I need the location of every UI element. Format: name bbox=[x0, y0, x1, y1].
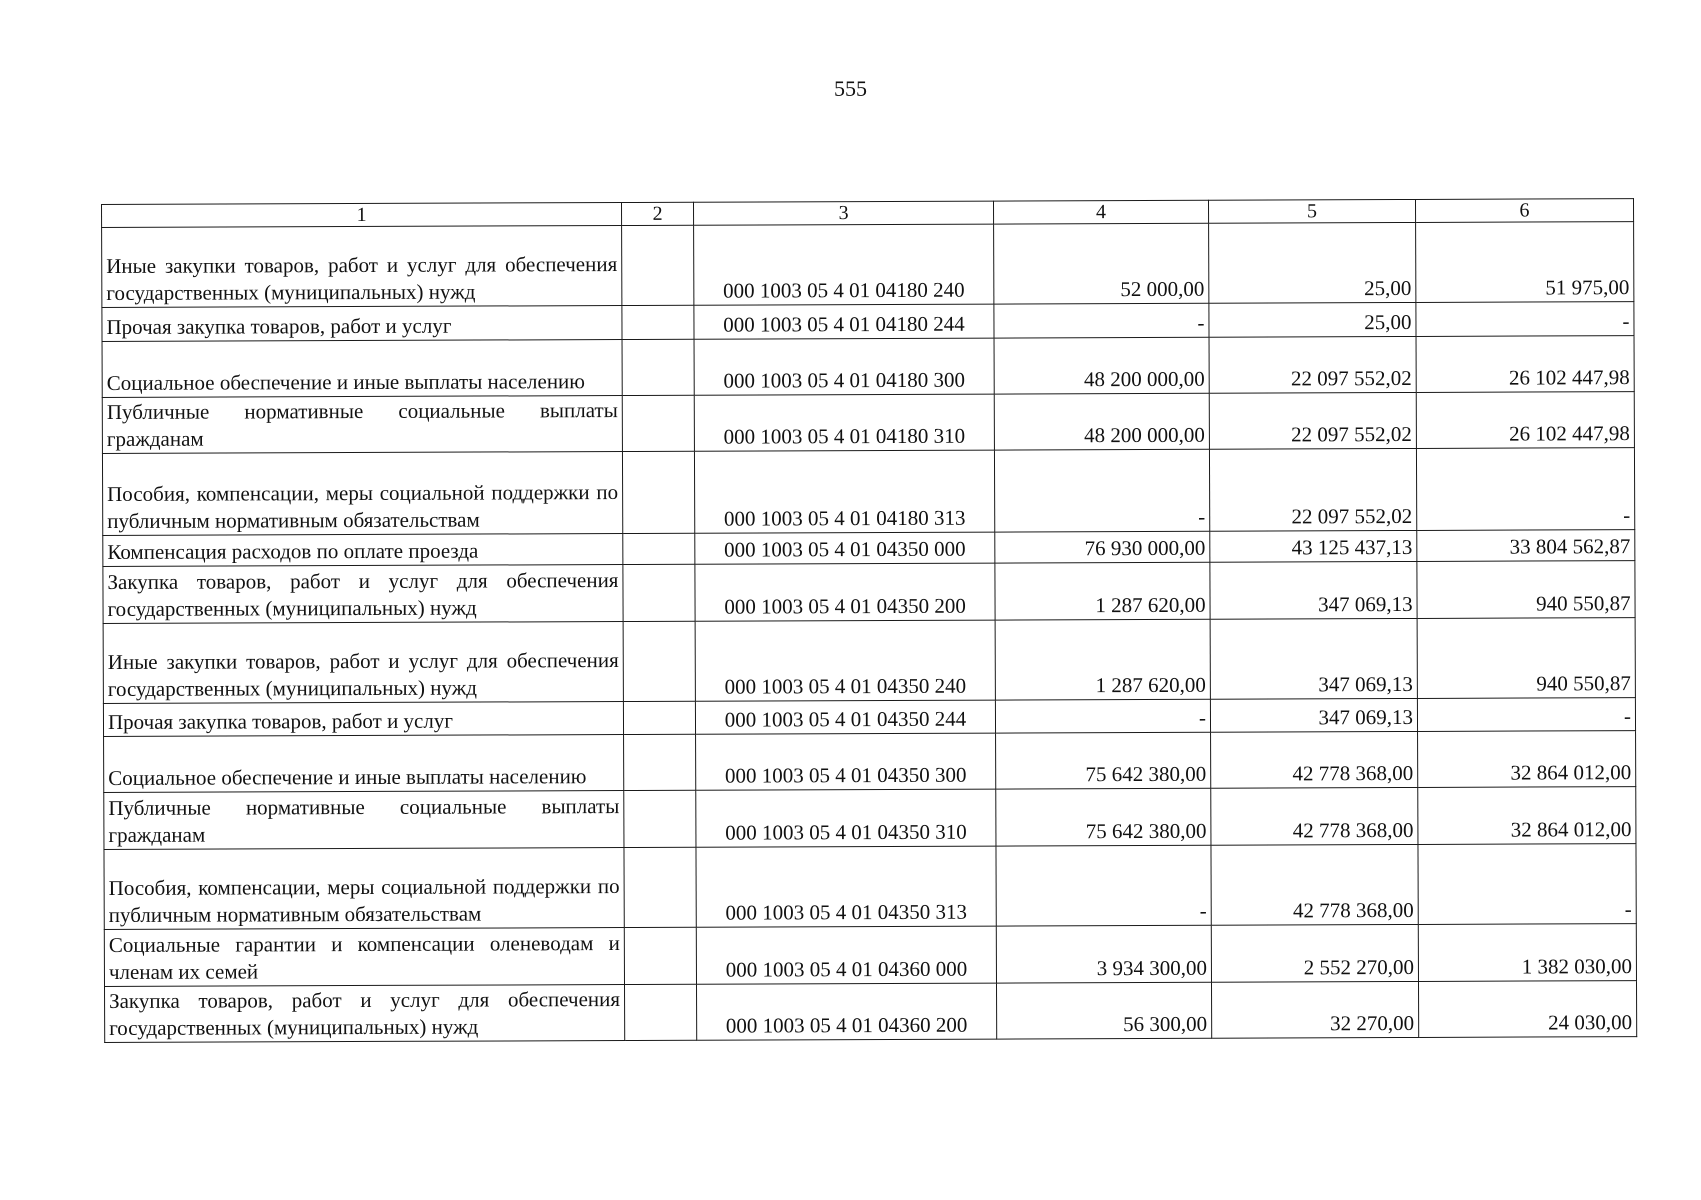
row-col4-value: 1 287 620,00 bbox=[995, 562, 1210, 620]
row-col4-value: 56 300,00 bbox=[996, 982, 1211, 1039]
row-name-cell: Социальное обеспечение и иные выплаты населению bbox=[102, 340, 622, 398]
budget-execution-table bbox=[101, 198, 1637, 1043]
row-col5-value: 347 069,13 bbox=[1210, 698, 1417, 732]
row-col4-value: 76 930 000,00 bbox=[995, 531, 1210, 563]
row-col6-value: - bbox=[1417, 698, 1635, 732]
table-row bbox=[103, 618, 1635, 704]
row-code-cell: 000 1003 05 4 01 04360 200 bbox=[697, 983, 997, 1040]
row-col2-cell bbox=[624, 927, 696, 984]
row-code-cell: 000 1003 05 4 01 04350 200 bbox=[695, 563, 995, 621]
row-col5-value: 25,00 bbox=[1209, 302, 1416, 337]
row-col2-cell bbox=[622, 451, 694, 533]
row-col4-value: - bbox=[994, 303, 1209, 338]
row-code-cell: 000 1003 05 4 01 04180 310 bbox=[694, 394, 994, 451]
row-code-cell: 000 1003 05 4 01 04180 300 bbox=[694, 338, 994, 395]
row-col2-cell bbox=[623, 533, 695, 564]
row-col5-value: 42 778 368,00 bbox=[1211, 787, 1418, 845]
row-col6-value: 51 975,00 bbox=[1416, 222, 1634, 303]
row-col6-value: 24 030,00 bbox=[1418, 981, 1636, 1038]
row-col2-cell bbox=[624, 847, 696, 927]
row-col6-value: 940 550,87 bbox=[1417, 618, 1635, 699]
header-col-6: 6 bbox=[1415, 199, 1633, 223]
row-code-cell: 000 1003 05 4 01 04350 000 bbox=[695, 532, 995, 564]
row-name-cell: Иные закупки товаров, работ и услуг для обеспечения государственных (муниципальных) нужд bbox=[103, 621, 623, 703]
row-col4-value: - bbox=[995, 699, 1210, 733]
row-col5-value: 32 270,00 bbox=[1211, 981, 1418, 1038]
row-name-cell: Пособия, компенсации, меры социальной поддержки по публичным нормативным обязательствам bbox=[104, 847, 624, 929]
row-col4-value: 1 287 620,00 bbox=[995, 619, 1210, 700]
table-row bbox=[103, 561, 1635, 624]
row-col4-value: 52 000,00 bbox=[994, 223, 1209, 304]
row-code-cell: 000 1003 05 4 01 04350 310 bbox=[696, 789, 996, 847]
row-col4-value: 48 200 000,00 bbox=[994, 393, 1209, 450]
row-name-cell: Социальные гарантии и компенсации оленеводам и членам их семей bbox=[104, 927, 624, 986]
row-col5-value: 42 778 368,00 bbox=[1211, 844, 1418, 925]
row-col4-value: - bbox=[994, 449, 1209, 532]
row-col6-value: - bbox=[1416, 302, 1634, 337]
row-col4-value: 48 200 000,00 bbox=[994, 337, 1209, 394]
row-name-cell: Пособия, компенсации, меры социальной поддержки по публичным нормативным обязательствам bbox=[102, 451, 622, 535]
row-col2-cell bbox=[622, 339, 694, 395]
header-col-2: 2 bbox=[621, 202, 693, 225]
row-col2-cell bbox=[623, 564, 695, 621]
table-row bbox=[102, 336, 1634, 398]
row-col5-value: 22 097 552,02 bbox=[1209, 392, 1416, 449]
row-code-cell: 000 1003 05 4 01 04180 244 bbox=[694, 304, 994, 339]
row-col2-cell bbox=[624, 734, 696, 790]
row-col5-value: 42 778 368,00 bbox=[1211, 731, 1418, 788]
row-col6-value: 32 864 012,00 bbox=[1418, 731, 1636, 788]
row-col6-value: 32 864 012,00 bbox=[1418, 787, 1636, 845]
row-col6-value: - bbox=[1416, 448, 1634, 531]
header-col-5: 5 bbox=[1208, 199, 1415, 223]
row-name-cell: Закупка товаров, работ и услуг для обеспечения государственных (муниципальных) нужд bbox=[103, 564, 623, 623]
row-col2-cell bbox=[625, 984, 697, 1040]
row-name-cell: Прочая закупка товаров, работ и услуг bbox=[102, 306, 622, 342]
row-col4-value: - bbox=[996, 845, 1211, 926]
table-row bbox=[103, 530, 1635, 567]
table-row bbox=[102, 448, 1634, 536]
row-col5-value: 347 069,13 bbox=[1210, 618, 1417, 699]
row-name-cell: Публичные нормативные социальные выплаты гражданам bbox=[104, 790, 624, 849]
row-col6-value: - bbox=[1418, 844, 1636, 925]
row-code-cell: 000 1003 05 4 01 04360 000 bbox=[696, 926, 996, 984]
row-col5-value: 22 097 552,02 bbox=[1209, 448, 1416, 531]
row-code-cell: 000 1003 05 4 01 04180 313 bbox=[694, 450, 994, 533]
row-code-cell: 000 1003 05 4 01 04350 300 bbox=[696, 733, 996, 790]
row-col5-value: 43 125 437,13 bbox=[1210, 530, 1417, 562]
row-col5-value: 22 097 552,02 bbox=[1209, 336, 1416, 393]
row-col2-cell bbox=[622, 225, 694, 305]
row-name-cell: Публичные нормативные социальные выплаты гражданам bbox=[102, 396, 622, 454]
row-code-cell: 000 1003 05 4 01 04350 240 bbox=[695, 620, 995, 701]
row-col4-value: 75 642 380,00 bbox=[996, 732, 1211, 789]
row-name-cell: Социальное обеспечение и иные выплаты населению bbox=[104, 734, 624, 792]
row-col5-value: 347 069,13 bbox=[1210, 561, 1417, 619]
table-row bbox=[104, 787, 1636, 850]
table-row bbox=[103, 698, 1635, 737]
row-name-cell: Компенсация расходов по оплате проезда bbox=[103, 533, 623, 566]
page-number: 555 bbox=[834, 76, 867, 101]
row-col2-cell bbox=[624, 790, 696, 847]
row-col2-cell bbox=[623, 621, 695, 701]
row-col6-value: 940 550,87 bbox=[1417, 561, 1635, 619]
row-col6-value: 26 102 447,98 bbox=[1416, 336, 1634, 393]
table-row bbox=[104, 924, 1636, 987]
row-code-cell: 000 1003 05 4 01 04350 244 bbox=[695, 700, 995, 734]
row-col6-value: 33 804 562,87 bbox=[1417, 530, 1635, 562]
row-code-cell: 000 1003 05 4 01 04180 240 bbox=[694, 224, 994, 305]
row-col5-value: 2 552 270,00 bbox=[1211, 924, 1418, 982]
table-row bbox=[102, 392, 1634, 454]
row-name-cell: Закупка товаров, работ и услуг для обеспечения государственных (муниципальных) нужд bbox=[105, 984, 625, 1042]
row-col5-value: 25,00 bbox=[1209, 222, 1416, 303]
header-col-4: 4 bbox=[993, 200, 1208, 224]
table-row bbox=[102, 302, 1634, 342]
table-row bbox=[105, 981, 1637, 1043]
row-name-cell: Иные закупки товаров, работ и услуг для обеспечения государственных (муниципальных) нужд bbox=[102, 226, 622, 308]
row-col6-value: 26 102 447,98 bbox=[1416, 392, 1634, 449]
table-row bbox=[104, 731, 1636, 793]
row-col6-value: 1 382 030,00 bbox=[1418, 924, 1636, 982]
row-col4-value: 75 642 380,00 bbox=[996, 788, 1211, 846]
table-row bbox=[102, 222, 1634, 308]
row-code-cell: 000 1003 05 4 01 04350 313 bbox=[696, 846, 996, 927]
table-body bbox=[102, 222, 1637, 1043]
row-col2-cell bbox=[622, 395, 694, 451]
row-col4-value: 3 934 300,00 bbox=[996, 925, 1211, 983]
row-col2-cell bbox=[623, 701, 695, 734]
table-row bbox=[104, 844, 1636, 930]
row-col2-cell bbox=[622, 305, 694, 339]
header-col-3: 3 bbox=[693, 201, 993, 225]
header-col-1: 1 bbox=[102, 203, 622, 228]
row-name-cell: Прочая закупка товаров, работ и услуг bbox=[103, 701, 623, 736]
